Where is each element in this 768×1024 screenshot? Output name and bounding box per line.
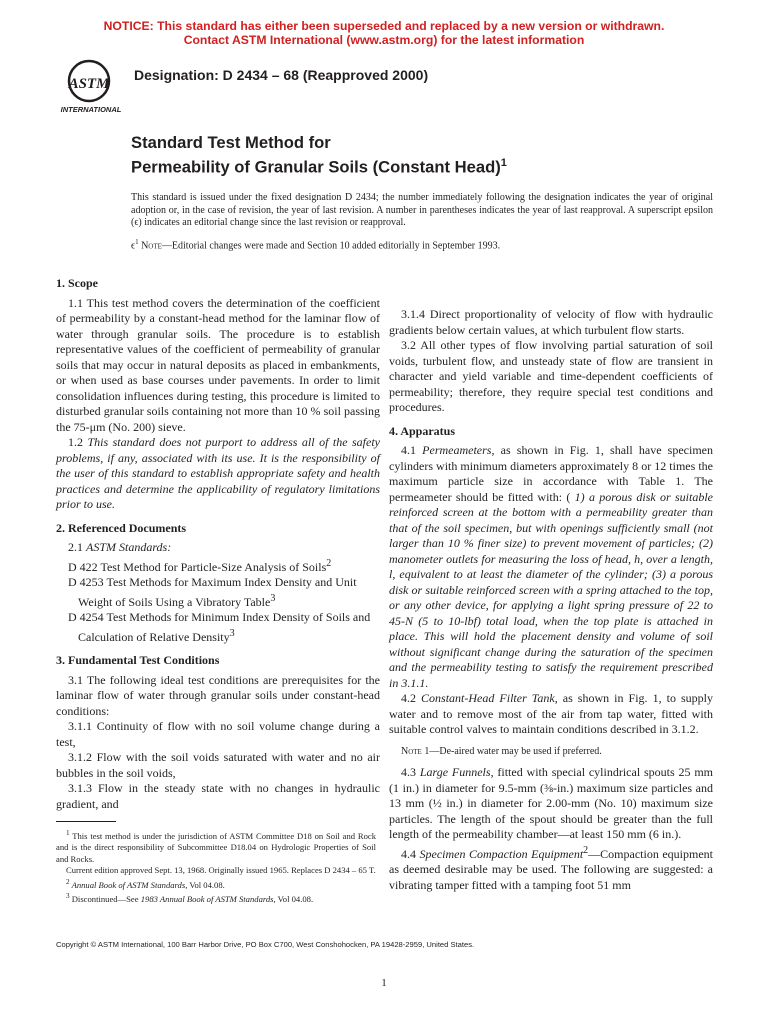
epsilon-sup: 1 xyxy=(135,238,139,246)
footnote-2-marker: 2 xyxy=(66,877,70,886)
title-line-2 xyxy=(131,153,507,178)
para-4-4 xyxy=(389,843,713,894)
para-1-2-text: This standard does not purport to address all of the safety problems, if any, associated with its use. It is the responsibility of the user of this standard to establish appropriate safety and health practices and determine the applicability of regulatory limitations prior to use. xyxy=(56,435,381,511)
para-1-2-num: 1.2 xyxy=(68,435,88,449)
designation: Designation: D 2434 – 68 (Reapproved 2000) xyxy=(134,67,429,83)
title-text: Permeability of Granular Soils (Constant Head) xyxy=(131,157,501,177)
para-1-1: 1.1 This test method covers the determination of the coefficient of permeability by a constant-head method for the laminar flow of water through granular soils. The procedure is to establish representative values of the coefficient of permeability of granular soils that may occur in natural deposits as placed in embankments, or when used as base courses under pavements. In order to limit consolidation influences during testing, this procedure is limited to disturbed granular soils containing not more than 10 % soil passing the 75-μm (No. 200) sieve. xyxy=(56,295,380,434)
notice-line-2: Contact ASTM International (www.astm.org) for the latest information xyxy=(183,33,585,47)
para-4-3-text: , fitted with special cylindrical spouts 25 mm (1 in.) in diameter for 9.5-mm (⅜-in.) maximum size particles and 13 mm (½ in.) in diameter for 2.00-mm (No. 10) maximum size particles. The length of the spout should be greater than the full length of the permeability chamber—at least 150 mm (6 in.). xyxy=(389,765,713,841)
notice-line-1: NOTICE: This standard has either been superseded and replaced by a new version or withdrawn. xyxy=(103,19,665,33)
page-number: 1 xyxy=(381,977,387,989)
note-1 xyxy=(389,744,713,760)
reference-d4253-sup: 3 xyxy=(270,592,276,604)
right-column xyxy=(389,307,713,893)
footnote-2 xyxy=(56,877,376,891)
footnote-divider xyxy=(56,821,116,822)
para-4-1-italic: 1) a porous disk or suitable reinforced screen at the bottom with a permeability greater than that of the soil specimen, but with openings sufficiently small (not larger than 10 % finer size) to prevent movement of particles; (2) manometer outlets for measuring the loss of head, h, over a length, l, equivalent to at least the diameter of the cylinder; (3) a porous disk or suitable reinforced screen with a spring attached to the top, or any other device, for applying a light spring pressure of 22 to 45-N (5 to 10-lbf) total load, when the top plate is attached in place. This will hold the placement density and volume of soil without significant change during the saturation of the specimen and the permeability testing to satisfy the requirement prescribed in 3.1.1. xyxy=(389,489,714,690)
para-3-1: 3.1 The following ideal test conditions are prerequisites for the laminar flow of water through granular soils under constant-head conditions: xyxy=(56,672,380,718)
copyright-line: Copyright © ASTM International, 100 Barr Harbor Drive, PO Box C700, West Conshohocken, PA 19428-2959, United States. xyxy=(56,940,475,949)
reference-d422-text: D 422 Test Method for Particle-Size Analysis of Soils xyxy=(68,559,327,574)
footnote-1-marker: 1 xyxy=(66,829,70,837)
epsilon-symbol: ϵ xyxy=(131,240,136,252)
para-4-3 xyxy=(389,765,713,843)
footnote-1 xyxy=(56,828,376,865)
para-3-1-1: 3.1.1 Continuity of flow with no soil volume change during a test, xyxy=(56,719,380,749)
reference-d422 xyxy=(56,556,380,576)
footnote-3-text-b: , Vol 04.08. xyxy=(273,894,314,905)
para-4-1-text: , as shown in Fig. 1, shall have specimen cylinders with minimum diameters approximately 8 or 12 times the maximum particle size in accordance with Table 1. The permeameter should be fitted with: ( xyxy=(389,443,713,504)
para-4-1 xyxy=(389,443,713,691)
para-4-1-num: 4.1 xyxy=(401,443,423,457)
reference-d4254-sup: 3 xyxy=(229,627,235,639)
note-1-text: 1—De-aired water may be used if preferred. xyxy=(421,745,602,757)
para-4-4-text: —Compaction equipment as deemed desirable may be used. The following are suggested: a vibrating tamper fitted with a tamping foot 51 mm xyxy=(389,846,713,892)
footnotes xyxy=(56,828,376,906)
reference-d4254-text: D 4254 Test Methods for Minimum Index Density of Soils and Calculation of Relative Density xyxy=(68,610,371,644)
footnote-2-italic: Annual Book of ASTM Standards xyxy=(69,879,186,890)
para-4-3-term: Large Funnels xyxy=(419,765,491,779)
footnote-1-text: This test method is under the jurisdiction of ASTM Committee D18 on Soil and Rock and is the direct responsibility of Subcommittee D18.04 on Hydrologic Properties of Soil and Rocks. xyxy=(56,830,376,864)
footnote-3-italic: 1983 Annual Book of ASTM Standards xyxy=(140,894,274,905)
intro-paragraph: This standard is issued under the fixed designation D 2434; the number immediately following the designation indicates the year of original adoption or, in the case of revision, the year of last revision. A number in parentheses indicates the year of last reapproval. A superscript epsilon (ϵ) indicates an editorial change since the last revision or reapproval. xyxy=(131,192,713,228)
epsilon-note-text: —Editorial changes were made and Section 10 added editorially in September 1993. xyxy=(161,240,501,252)
para-4-2-text: , as shown in Fig. 1, to supply water and to remove most of the air from tap water, fitted with suitable control valves to maintain conditions described in 3.1.2. xyxy=(389,691,714,736)
para-3-1-4: 3.1.4 Direct proportionality of velocity of flow with hydraulic gradients below certain values, at which turbulent flow starts. xyxy=(389,307,713,337)
epsilon-note-label: Note xyxy=(141,240,162,252)
document-title xyxy=(131,133,507,178)
epsilon-note xyxy=(131,236,713,252)
astm-logo xyxy=(58,56,124,116)
para-4-3-num: 4.3 xyxy=(401,765,420,779)
para-4-2 xyxy=(389,691,713,738)
footnote-3-text: Discontinued—See xyxy=(69,894,141,905)
para-4-4-term: Specimen Compaction Equipment xyxy=(419,846,584,861)
section-heading-scope: 1. Scope xyxy=(56,276,98,290)
para-1-2 xyxy=(56,435,380,513)
para-3-1-2: 3.1.2 Flow with the soil voids saturated with water and no air bubbles in the soil voids, xyxy=(56,750,380,780)
note-1-label: Note xyxy=(401,745,422,757)
para-4-4-num: 4.4 xyxy=(401,846,420,861)
section-heading-referenced-documents: 2. Referenced Documents xyxy=(56,520,187,535)
para-2-1-num: 2.1 xyxy=(68,540,86,554)
reference-d4253-text: D 4253 Test Methods for Maximum Index Density and Unit Weight of Soils Using a Vibratory Table xyxy=(68,575,357,609)
reference-d4253 xyxy=(56,575,380,610)
svg-text:ASTM: ASTM xyxy=(68,76,110,92)
left-column xyxy=(56,276,380,812)
notice-banner xyxy=(0,19,768,47)
para-3-2: 3.2 All other types of flow involving partial saturation of soil voids, turbulent flow, and unsteady state of flow are transient in character and yield variable and time-dependent coefficients of permeability; therefore, they require special test conditions and procedures. xyxy=(389,338,713,414)
para-4-2-num: 4.2 xyxy=(401,691,422,705)
para-2-1 xyxy=(56,540,380,556)
astm-logo-icon xyxy=(58,56,124,116)
footnote-3 xyxy=(56,891,376,905)
reference-d422-sup: 2 xyxy=(326,557,332,569)
para-4-1-term: Permeameters xyxy=(422,443,492,457)
section-heading-apparatus: 4. Apparatus xyxy=(389,423,456,438)
svg-text:INTERNATIONAL: INTERNATIONAL xyxy=(60,105,122,114)
para-3-1-3: 3.1.3 Flow in the steady state with no changes in hydraulic gradient, and xyxy=(56,781,380,811)
para-4-4-sup: 2 xyxy=(583,844,589,856)
title-line-1: Standard Test Method for xyxy=(131,133,331,152)
footnote-1b: Current edition approved Sept. 13, 1968. Originally issued 1965. Replaces D 2434 – 65 T. xyxy=(66,865,376,876)
reference-d4254 xyxy=(56,610,380,645)
section-heading-test-conditions: 3. Fundamental Test Conditions xyxy=(56,653,220,667)
title-footnote-ref: 1 xyxy=(500,157,507,169)
footnote-2-text: , Vol 04.08. xyxy=(185,879,225,890)
footnote-3-marker: 3 xyxy=(66,892,70,901)
para-4-2-term: Constant-Head Filter Tank xyxy=(421,691,555,705)
para-2-1-label: ASTM Standards: xyxy=(86,540,172,554)
